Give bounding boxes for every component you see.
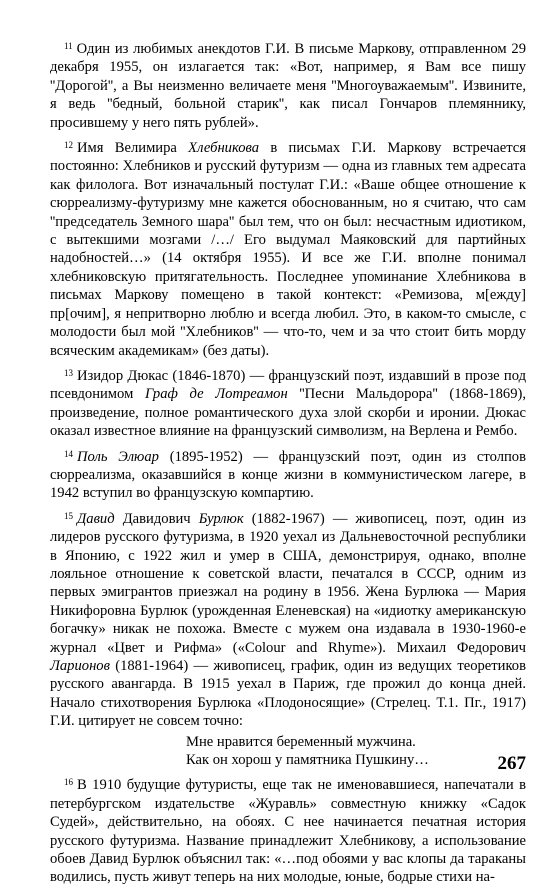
footnote-11 (50, 40, 526, 132)
italic-name: Бурлюк (198, 510, 244, 527)
italic-name: Поль Элюар (77, 448, 159, 465)
note-text: Имя Велимира (77, 140, 189, 157)
note-text: (1882-1967) — живописец, поэт, один из лидеров русского футуризма, в 1920 уехал из Дальневосточной республики в Японию, с 1922 жил и умер в США, демонстрируя, однако, вполне лояльное отношение к советской власти, печатался в СССР, одним из первых эмигрантов приезжал на родину в 1956. Жена Бурлюка — Мария Никифоровна Бурлюк (урожденная Еленевская) на «идиотку американскую богачку» никак не похожа. Вместе с мужем она издавала в 1930-1960-е журнал «Цвет и Рифма» («Colour and Rhyme»). Михаил Федорович (50, 510, 526, 656)
footnote-15 (50, 510, 526, 770)
note-text: (1895-1952) — французский поэт, один из столпов сюрреализма, оказавшийся в конце жизни в коммунистическом лагере, в 1942 вступил во французскую компартию. (50, 448, 526, 502)
footnote-number: 12 (64, 140, 73, 151)
note-text: В 1910 будущие футуристы, еще так не именовавшиеся, напечатали в петербургском издательстве «Журавль» совместную книжку «Садок Судей», действительно, на обоях. С нее начинается печатная история русского футуризма. Название принадлежит Хлебникову, а использование обоев Давид Бурлюк объяснил так: «…под обоями у вас клопы да тараканы водились, пусть живут теперь на них молодые, юные, бодрые стихи на- (50, 777, 526, 886)
footnote-number: 13 (64, 367, 73, 378)
poem-quote (186, 733, 526, 770)
note-text: Изидор Дюкас (1846-1870) — французский поэт, издавший в прозе под псевдонимом (50, 367, 526, 403)
note-text: ''Песни Мальдорора'' (1868-1869), произведение, полное романтического духа злой скорби и иронии. Дюкас оказал известное влияние на французский символизм, на Верлена и Рембо. (50, 386, 526, 440)
italic-name: Ларионов (50, 658, 110, 674)
footnote-12 (50, 139, 526, 360)
footnotes-block (50, 40, 526, 887)
footnote-number: 11 (64, 41, 73, 51)
note-text: в письмах Г.И. Маркову встречается постоянно: Хлебников и русский футуризм — одна из главных тем адресата как филолога. Вот изначальный постулат Г.И.: «Ваше общее отношение к сюрреализму-футуризму мне кажется обоснованным, но я считаю, что сам ''председатель Земного шара'' был тем, что он был: несчастным идиотиком, с вытекшими мозгами /…/ Его выдумал Маяковский для партийных надобностей…» (14 октября 1955). И все же Г.И. вполне понимал хлебниковскую притягательность. Последнее упоминание Хлебникова в письмах Маркову помещено в такой контекст: «Ремизова, м[ежду] пр[очим], я непритворно люблю и всегда любил. Это, в каком-то смысле, с молодости был мой ''Хлебников'' — что-то, чем и за что стоит бить морду всяческим академикам» (без даты). (50, 140, 526, 359)
poem-line: Как он хорош у памятника Пушкину… (186, 752, 429, 769)
footnote-14 (50, 448, 526, 503)
footnote-number: 15 (64, 510, 73, 521)
footnote-13 (50, 367, 526, 441)
note-text: (1881-1964) — живописец, график, один из ведущих теоретиков русского авангарда. В 1915 уехал в Париж, где прожил до конца дней. Начало стихотворения Бурлюка «Плодоносящие» (Стрелец. Т.1. Пг., 1917) Г.И. цитирует не совсем точно: (50, 658, 526, 730)
poem-line: Мне нравится беременный мужчина. (186, 733, 416, 750)
italic-name: Граф де Лотреамон (145, 386, 288, 403)
footnote-number: 14 (64, 448, 73, 459)
italic-name: Хлебникова (188, 140, 260, 157)
footnote-16 (50, 776, 526, 886)
page-number: 267 (497, 753, 526, 774)
italic-name: Давид (77, 510, 115, 527)
note-text: Один из любимых анекдотов Г.И. В письме Маркову, отправленном 29 декабря 1955, он излагается так: «Вот, например, я Вам все пишу ''Дорогой'', а Вы неизменно величаете меня ''Многоуважаемым''. Извините, я ведь ''бедный, больной старик'', как писал Гончаров племяннику, просившему у него пять рублей». (50, 41, 526, 131)
note-text: Давидович (114, 510, 199, 527)
footnote-number: 16 (64, 777, 73, 788)
